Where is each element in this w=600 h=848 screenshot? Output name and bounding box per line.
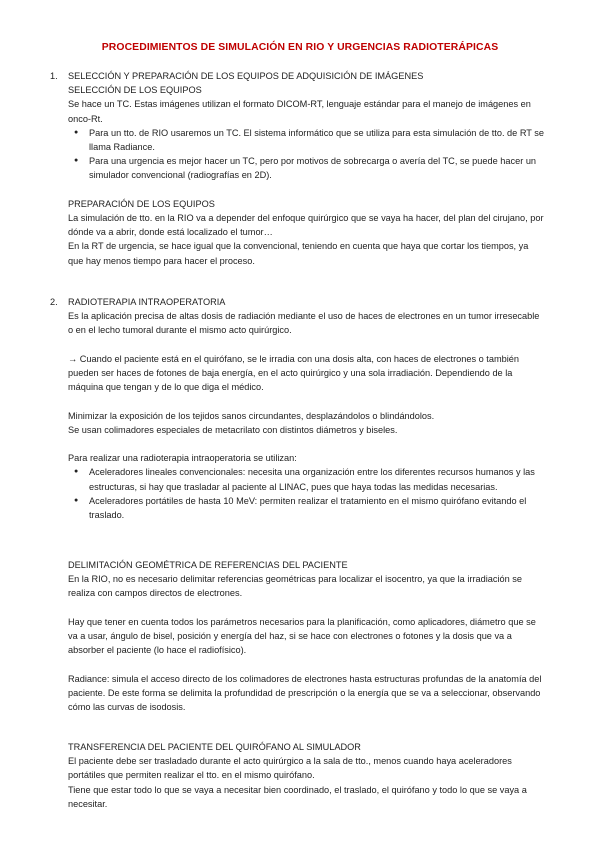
paragraph: El paciente debe ser trasladado durante el acto quirúrgico a la sala de tto., menos cuando haya aceleradores portátiles que permiten realizar el tto. en el mismo quirófano. bbox=[68, 756, 512, 781]
list-item: ● Aceleradores lineales convencionales: necesita una organización entre los diferentes recursos humanos y las estructuras, si hay que trasladar al paciente al LINAC, pues que haya todas las medidas necesarias. bbox=[68, 465, 544, 493]
section-transferencia bbox=[68, 740, 544, 811]
paragraph: Minimizar la exposición de los tejidos sanos circundantes, desplazándolos o blindándolos. bbox=[68, 410, 435, 421]
section-1 bbox=[68, 69, 544, 268]
section-delimitacion-heading: DELIMITACIÓN GEOMÉTRICA DE REFERENCIAS DEL PACIENTE bbox=[68, 560, 348, 570]
section-2 bbox=[68, 295, 544, 522]
section-1-number: 1. bbox=[50, 71, 58, 81]
section-2-heading: RADIOTERAPIA INTRAOPERATORIA bbox=[68, 297, 226, 307]
subsection-preparacion-heading: PREPARACIÓN DE LOS EQUIPOS bbox=[68, 198, 215, 209]
paragraph: Tiene que estar todo lo que se vaya a necesitar bien coordinado, el traslado, el quirófano y todo lo que se vaya a necesitar. bbox=[68, 784, 527, 809]
section-transferencia-heading: TRANSFERENCIA DEL PACIENTE DEL QUIRÓFANO AL SIMULADOR bbox=[68, 742, 361, 752]
paragraph: Radiance: simula el acceso directo de los colimadores de electrones hasta estructuras profundas de la anatomía del paciente. De este forma se delimita la profundidad de prescripción o la energía que se va a seleccionar, observando cómo las curvas de isodosis. bbox=[68, 673, 542, 712]
paragraph: Es la aplicación precisa de altas dosis de radiación mediante el uso de haces de electrones en un tumor irresecable o en el lecho tumoral durante el mismo acto quirúrgico. bbox=[68, 311, 540, 336]
section-2-number: 2. bbox=[50, 297, 58, 307]
paragraph: En la RIO, no es necesario delimitar referencias geométricas para localizar el isocentro, ya que la irradiación se realiza con campos directos de electrones. bbox=[68, 574, 522, 599]
paragraph: Se hace un TC. Estas imágenes utilizan el formato DICOM-RT, lenguaje estándar para el manejo de imágenes en onco-Rt. bbox=[68, 99, 531, 124]
subsection-seleccion-heading: SELECCIÓN DE LOS EQUIPOS bbox=[68, 85, 202, 96]
section-1-heading: SELECCIÓN Y PREPARACIÓN DE LOS EQUIPOS DE ADQUISICIÓN DE IMÁGENES bbox=[68, 71, 424, 81]
list-item: ● Para un tto. de RIO usaremos un TC. El sistema informático que se utiliza para esta simulación de tto. de RT se llama Radiance. bbox=[68, 126, 544, 154]
paragraph: Para realizar una radioterapia intraoperatoria se utilizan: bbox=[68, 453, 297, 464]
document-title: PROCEDIMIENTOS DE SIMULACIÓN EN RIO Y URGENCIAS RADIOTERÁPICAS bbox=[101, 42, 499, 53]
bullet-list bbox=[68, 126, 544, 183]
paragraph: → Cuando el paciente está en el quirófano, se le irradia con una dosis alta, con haces de electrones o también pueden ser haces de fotones de baja energía, en el acto quirúrgico y una sola irradiación. Dependiendo de la máquina que tengan y de lo que diga el médico. bbox=[68, 353, 519, 393]
list-item: ● Aceleradores portátiles de hasta 10 MeV: permiten realizar el tratamiento en el mismo quirófano evitando el traslado. bbox=[68, 494, 544, 522]
list-item: ● Para una urgencia es mejor hacer un TC, pero por motivos de sobrecarga o avería del TC, se puede hacer un simulador convencional (radiografías en 2D). bbox=[68, 154, 544, 182]
paragraph: La simulación de tto. en la RIO va a depender del enfoque quirúrgico que se vaya ha hacer, del plan del cirujano, por dónde va a abrir, donde está localizado el tumor… bbox=[68, 213, 544, 238]
section-delimitacion bbox=[68, 558, 544, 714]
paragraph: Se usan colimadores especiales de metacrilato con distintos diámetros y biseles. bbox=[68, 424, 398, 435]
paragraph: Hay que tener en cuenta todos los parámetros necesarios para la planificación, como aplicadores, diámetro que se va a usar, ángulo de bisel, posición y energía del haz, si se hace con electrones o fotones y la dosis que va a absorber el paciente (lo hace el radiofísico). bbox=[68, 616, 536, 656]
paragraph: En la RT de urgencia, se hace igual que la convencional, teniendo en cuenta que haya que cortar los tiempos, ya que hay menos tiempo para hacer el proceso. bbox=[68, 241, 529, 266]
bullet-list bbox=[68, 465, 544, 522]
